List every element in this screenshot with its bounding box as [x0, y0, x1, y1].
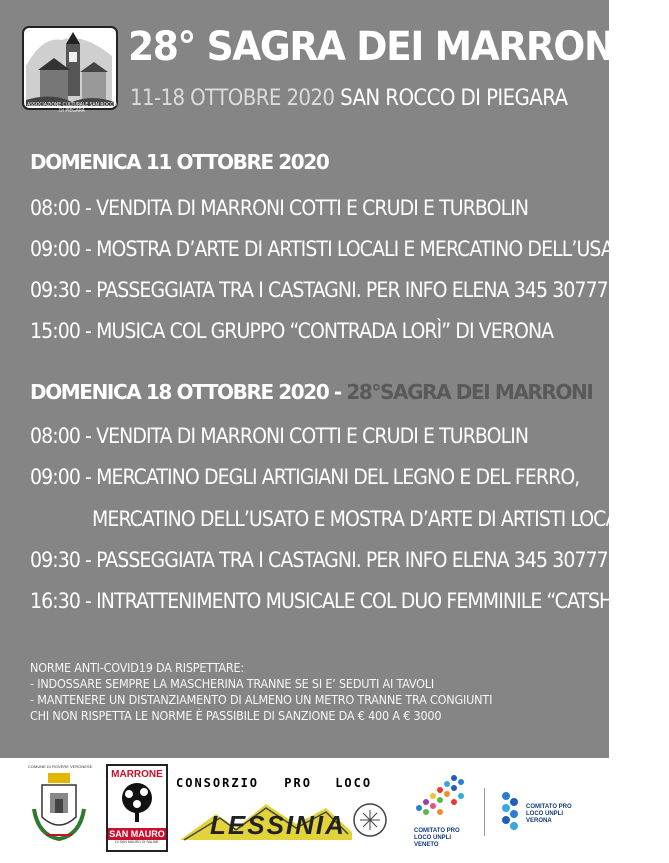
program-row	[30, 589, 669, 613]
program-time: 09:00 -	[30, 465, 91, 489]
unpli-veneto-label: COMITATO PRO LOCO UNPLI VENETO	[414, 828, 460, 848]
program-text: MUSICA COL GRUPPO “CONTRADA LORÌ” DI VERONA	[90, 319, 554, 343]
coat-of-arms-icon	[28, 769, 90, 849]
covid-rule: - MANTENERE UN DISTANZIAMENTO DI ALMENO UN METRO TRANNE TRA CONGIUNTI	[30, 692, 493, 707]
chestnut-tree-icon	[108, 780, 166, 824]
event-place: SAN ROCCO DI PIEGARA	[340, 86, 568, 111]
program-time: 09:30 -	[30, 548, 91, 572]
marrone-san-mauro-logo	[106, 764, 168, 852]
program-time: 08:00 -	[30, 424, 91, 448]
covid-rule: CHI NON RISPETTA LE NORME È PASSIBILE DI SANZIONE DA € 400 A € 3000	[30, 708, 442, 723]
unpli-verona-label: COMITATO PRO LOCO UNPLI VERONA	[526, 804, 572, 824]
unpli-veneto-logo	[414, 772, 472, 848]
covid-rules-heading: NORME ANTI-COVID19 DA RISPETTARE:	[30, 660, 245, 675]
unpli-verona-logo	[498, 790, 588, 840]
unpli-dots-icon	[414, 772, 472, 824]
sponsor-footer	[0, 758, 609, 863]
day1-heading: DOMENICA 11 OTTOBRE 2020	[30, 150, 329, 174]
consorzio-lessinia-logo	[176, 776, 386, 848]
program-time: 16:30 -	[30, 589, 91, 613]
consorzio-word: PRO	[284, 776, 312, 790]
program-text: MERCATINO DEGLI ARTIGIANI DEL LEGNO E DEL FERRO,	[90, 465, 580, 489]
lessinia-label: LESSINIA	[210, 810, 346, 840]
program-row-continuation	[92, 507, 632, 531]
program-time: 15:00 -	[30, 319, 91, 343]
logo-caption: ASSOCIAZIONE CULTURALE SAN ROCCO DI PIEGARA	[27, 102, 117, 114]
consorzio-label	[176, 776, 386, 790]
consorzio-word: CONSORZIO	[176, 776, 260, 790]
program-row	[30, 319, 553, 343]
program-row	[30, 424, 528, 448]
event-dates: 11-18 OTTOBRE 2020	[130, 86, 335, 111]
comune-logo	[28, 764, 93, 854]
program-text: MOSTRA D’ARTE DI ARTISTI LOCALI E MERCATINO DELL’USATO	[90, 237, 636, 261]
day2-heading-date: DOMENICA 18 OTTOBRE 2020 -	[30, 380, 341, 404]
program-text: INTRATTENIMENTO MUSICALE COL DUO FEMMINILE “CATSHADES”	[90, 589, 669, 613]
program-row	[30, 548, 630, 572]
covid-rules	[30, 660, 492, 724]
day2-heading-accent: 28°SAGRA DEI MARRONI	[340, 380, 593, 404]
consorzio-word: LOCO	[335, 776, 373, 790]
program-text: VENDITA DI MARRONI COTTI E CRUDI E TURBOLIN	[90, 424, 529, 448]
program-row	[30, 278, 630, 302]
marrone-sub-label: DI SAN MAURO DI SALINE	[115, 840, 159, 844]
program-row	[30, 196, 528, 220]
program-row	[30, 237, 636, 261]
covid-rule: - INDOSSARE SEMPRE LA MASCHERINA TRANNE SE SI E’ SEDUTI AI TAVOLI	[30, 676, 434, 691]
program-time: 08:00 -	[30, 196, 91, 220]
program-text: PASSEGGIATA TRA I CASTAGNI. PER INFO ELENA 345 3077735	[90, 548, 631, 572]
marrone-bottom-label: SAN MAURO	[109, 829, 165, 839]
day2-heading	[30, 380, 592, 404]
association-logo	[22, 26, 118, 110]
program-row	[30, 465, 579, 489]
program-text: MERCATINO DELL’USATO E MOSTRA D’ARTE DI ARTISTI LOCALI	[92, 507, 632, 531]
footer-divider	[484, 788, 485, 836]
program-text: VENDITA DI MARRONI COTTI E CRUDI E TURBOLIN	[90, 196, 529, 220]
program-text: PASSEGGIATA TRA I CASTAGNI. PER INFO ELENA 345 3077735	[90, 278, 631, 302]
unpli-verona-dots-icon	[498, 790, 522, 834]
event-subtitle	[130, 86, 567, 111]
comune-label: COMUNE DI ROVERE VERONESE	[28, 764, 93, 769]
program-time: 09:00 -	[30, 237, 91, 261]
marrone-top-label: MARRONE	[111, 769, 163, 780]
page-title: 28° SAGRA DEI MARRONI	[128, 24, 627, 70]
program-time: 09:30 -	[30, 278, 91, 302]
